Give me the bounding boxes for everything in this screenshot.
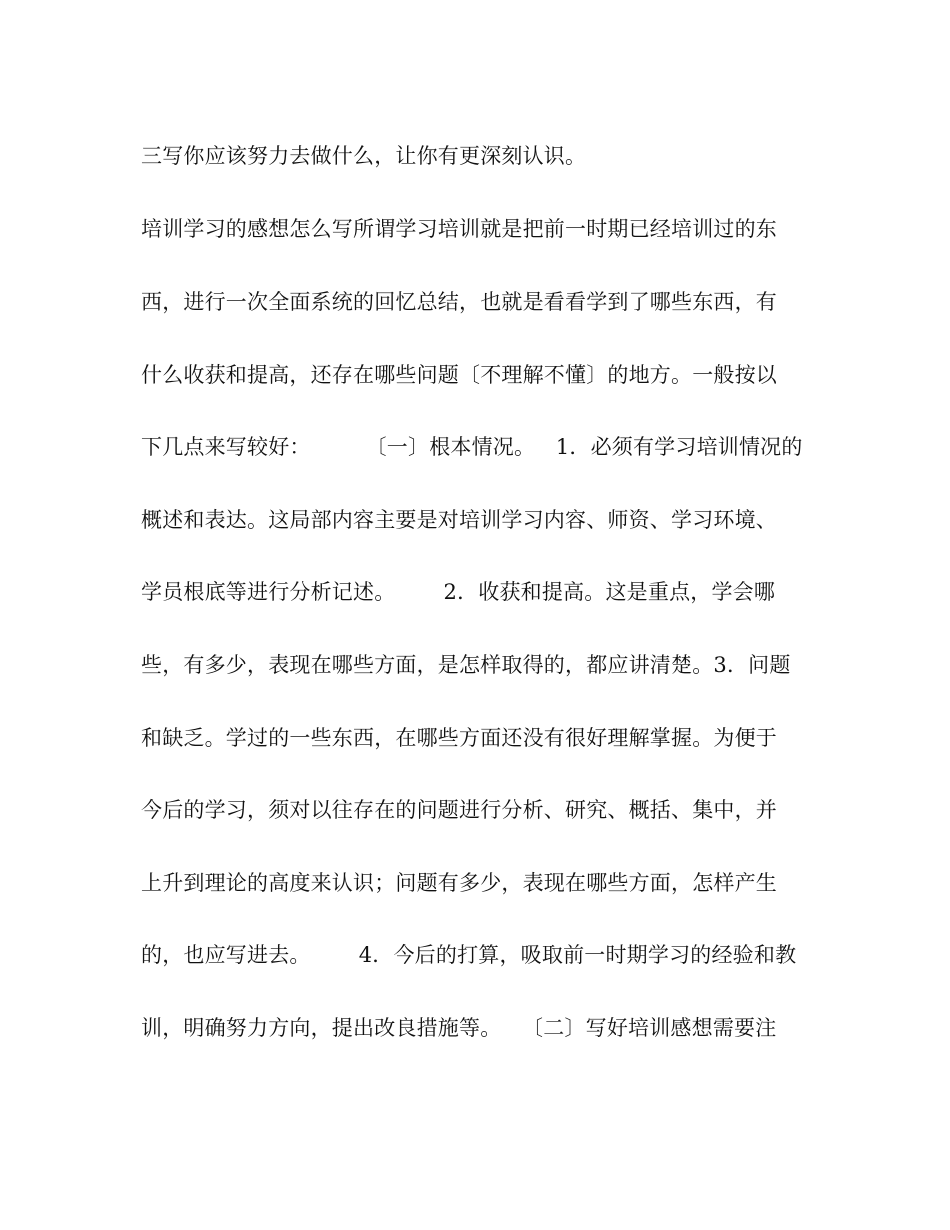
text-line-5: 下几点来写较好： 〔一〕根本情况。 1．必须有学习培训情况的 <box>141 435 803 459</box>
text-line-6: 概述和表达。这局部内容主要是对培训学习内容、师资、学习环境、 <box>141 508 777 532</box>
text-line-13: 训，明确努力方向，提出改良措施等。 〔二〕写好培训感想需要注 <box>141 1016 777 1040</box>
text-line-11: 上升到理论的高度来认识；问题有多少，表现在哪些方面，怎样产生 <box>141 871 777 895</box>
text-line-1: 三写你应该努力去做什么，让你有更深刻认识。 <box>141 144 587 168</box>
text-line-12: 的，也应写进去。 4．今后的打算，吸取前一时期学习的经验和教 <box>141 943 797 967</box>
text-line-3: 西，进行一次全面系统的回忆总结，也就是看看学到了哪些东西，有 <box>141 290 777 314</box>
text-line-8: 些，有多少，表现在哪些方面，是怎样取得的，都应讲清楚。3．问题 <box>141 653 791 677</box>
text-line-2: 培训学习的感想怎么写所谓学习培训就是把前一时期已经培训过的东 <box>141 217 777 241</box>
text-line-9: 和缺乏。学过的一些东西，在哪些方面还没有很好理解掌握。为便于 <box>141 726 777 750</box>
text-line-4: 什么收获和提高，还存在哪些问题〔不理解不懂〕的地方。一般按以 <box>141 363 777 387</box>
text-line-7: 学员根底等进行分析记述。 2．收获和提高。这是重点，学会哪 <box>141 580 776 604</box>
text-line-10: 今后的学习，须对以往存在的问题进行分析、研究、概括、集中，并 <box>141 798 777 822</box>
